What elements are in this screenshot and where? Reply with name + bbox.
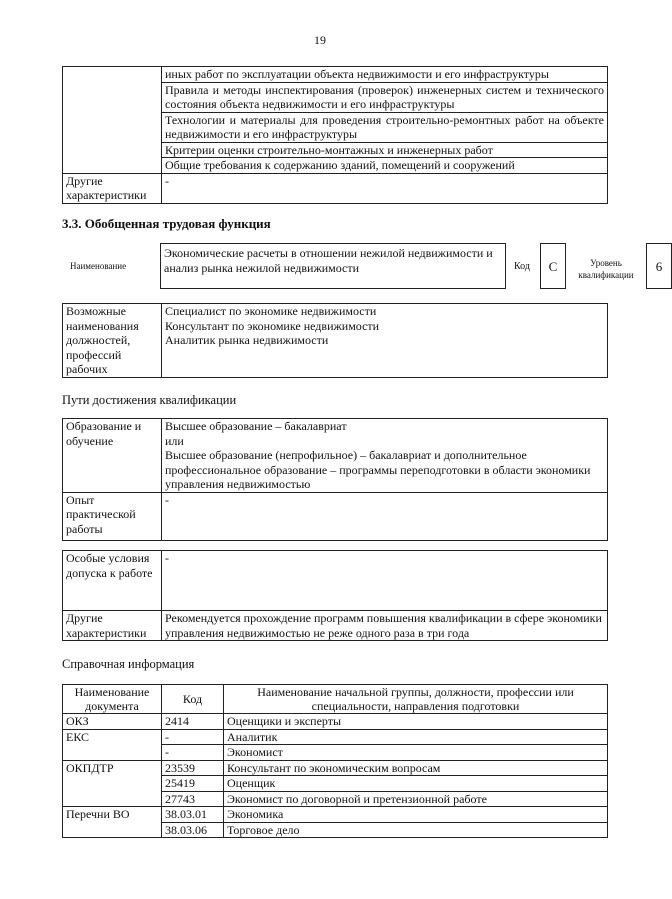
education-line: или bbox=[165, 433, 184, 448]
special-conditions-value: - bbox=[162, 551, 608, 611]
ref-code: 23539 bbox=[162, 760, 224, 776]
paths-table bbox=[62, 418, 608, 541]
knowledge-row: иных работ по эксплуатации объекта недвижимости и его инфраструктуры bbox=[162, 67, 608, 83]
code-value: C bbox=[540, 243, 566, 289]
ref-name: Торговое дело bbox=[224, 822, 608, 838]
experience-value: - bbox=[162, 492, 608, 540]
other-characteristics-value: - bbox=[162, 173, 608, 203]
ref-code: - bbox=[162, 729, 224, 745]
education-label: Образование и обучение bbox=[63, 419, 162, 493]
ref-name: Экономист по договорной и претензионной работе bbox=[224, 791, 608, 807]
knowledge-row: Общие требования к содержанию зданий, помещений и сооружений bbox=[162, 158, 608, 174]
knowledge-label-cell bbox=[63, 67, 162, 174]
positions-list bbox=[162, 304, 608, 378]
position-item: Специалист по экономике недвижимости bbox=[165, 304, 377, 318]
knowledge-row: Технологии и материалы для проведения строительно-ремонтных работ на объекте недвижимости и его инфраструктуры bbox=[162, 112, 608, 142]
ref-doc: ОКЗ bbox=[63, 714, 162, 730]
level-value: 6 bbox=[646, 243, 672, 289]
ref-code: 38.03.06 bbox=[162, 822, 224, 838]
ref-code: - bbox=[162, 745, 224, 761]
ref-code: 2414 bbox=[162, 714, 224, 730]
paths-title: Пути достижения квалификации bbox=[62, 393, 237, 407]
ref-code: 27743 bbox=[162, 791, 224, 807]
other-characteristics-value: Рекомендуется прохождение программ повышения квалификации в сфере экономики управления недвижимостью не реже одного раза в три года bbox=[162, 611, 608, 641]
other-characteristics-label: Другие характеристики bbox=[63, 611, 162, 641]
position-item: Консультант по экономике недвижимости bbox=[165, 318, 380, 333]
code-label: Код bbox=[514, 261, 530, 272]
knowledge-row: Правила и методы инспектирования (проверок) инженерных систем и технического состояния объекта недвижимости и его инфраструктуры bbox=[162, 82, 608, 112]
header-code: Код bbox=[162, 685, 224, 714]
knowledge-row: Критерии оценки строительно-монтажных и инженерных работ bbox=[162, 142, 608, 158]
section-heading: 3.3. Обобщенная трудовая функция bbox=[62, 216, 271, 231]
ref-name: Оценщики и эксперты bbox=[224, 714, 608, 730]
education-line: Высшее образование – бакалавриат bbox=[165, 419, 347, 433]
ref-name: Экономист bbox=[224, 745, 608, 761]
positions-table bbox=[62, 303, 608, 378]
education-line: Высшее образование (непрофильное) – бакалавриат и дополнительное профессиональное образование – программы переподготовки в области экономики управления недвижимостью bbox=[165, 448, 591, 491]
ref-doc: ОКПДТР bbox=[63, 760, 162, 807]
knowledge-table bbox=[62, 66, 608, 204]
header-name: Наименование начальной группы, должности, профессии или специальности, направления подготовки bbox=[224, 685, 608, 714]
name-label: Наименование bbox=[70, 261, 127, 271]
page-number: 19 bbox=[314, 33, 326, 47]
reference-title: Справочная информация bbox=[62, 657, 195, 671]
other-characteristics-label: Другие характеристики bbox=[63, 173, 162, 203]
function-name: Экономические расчеты в отношении нежилой недвижимости и анализ рынка нежилой недвижимости bbox=[160, 243, 506, 289]
ref-code: 38.03.01 bbox=[162, 807, 224, 823]
experience-label: Опыт практической работы bbox=[63, 492, 162, 540]
education-value bbox=[162, 419, 608, 493]
header-document: Наименование документа bbox=[63, 685, 162, 714]
ref-name: Оценщик bbox=[224, 776, 608, 792]
ref-name: Консультант по экономическим вопросам bbox=[224, 760, 608, 776]
ref-name: Экономика bbox=[224, 807, 608, 823]
ref-doc: Перечни ВО bbox=[63, 807, 162, 838]
reference-table bbox=[62, 684, 608, 838]
ref-code: 25419 bbox=[162, 776, 224, 792]
level-label: Уровень квалификации bbox=[578, 258, 634, 280]
position-item: Аналитик рынка недвижимости bbox=[165, 333, 329, 347]
ref-name: Аналитик bbox=[224, 729, 608, 745]
special-conditions-label: Особые условия допуска к работе bbox=[63, 551, 162, 611]
function-header bbox=[62, 243, 663, 291]
positions-label: Возможные наименования должностей, профессий рабочих bbox=[63, 304, 162, 378]
ref-doc: ЕКС bbox=[63, 729, 162, 760]
conditions-table bbox=[62, 550, 608, 641]
